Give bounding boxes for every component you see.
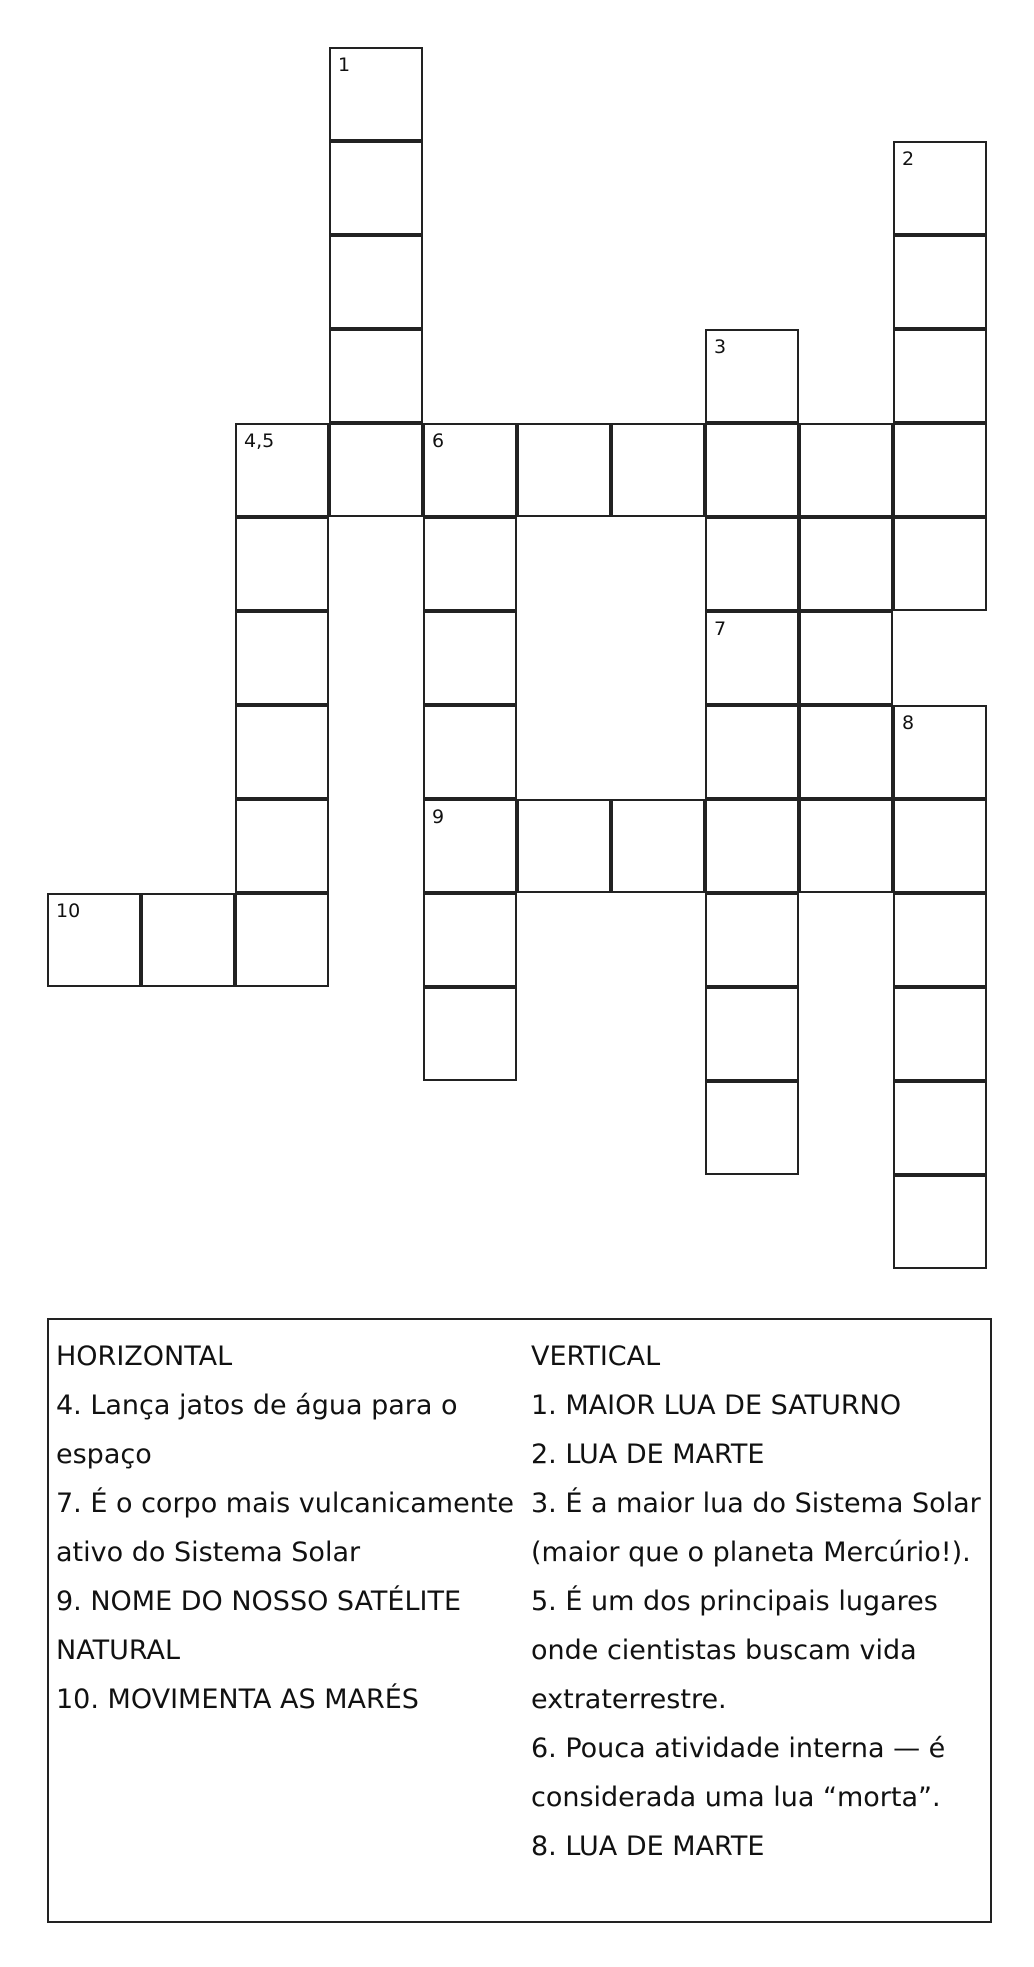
crossword-cell[interactable] [329,423,423,517]
crossword-cell[interactable] [517,799,611,893]
clue-line: 8. LUA DE MARTE [531,1831,765,1862]
crossword-cell[interactable] [893,423,987,517]
crossword-cell[interactable] [705,705,799,799]
horizontal-heading: HORIZONTAL [56,1341,233,1372]
crossword-cell[interactable] [893,329,987,423]
crossword-cell[interactable] [799,423,893,517]
crossword-cell[interactable] [423,517,517,611]
crossword-cell[interactable] [329,235,423,329]
clue-line: 6. Pouca atividade interna — é [531,1733,946,1764]
crossword-cell[interactable] [705,329,799,423]
crossword-cell[interactable] [141,893,235,987]
crossword-cell[interactable] [423,423,517,517]
clue-line: 4. Lança jatos de água para o [56,1390,458,1421]
crossword-cell[interactable] [893,141,987,235]
vertical-heading: VERTICAL [531,1341,661,1372]
clue-line: 9. NOME DO NOSSO SATÉLITE [56,1586,462,1617]
crossword-cell[interactable] [235,893,329,987]
crossword-cell[interactable] [893,987,987,1081]
clue-line: 7. É o corpo mais vulcanicamente [56,1488,514,1519]
clue-number: 6 [432,430,445,452]
clue-line: 10. MOVIMENTA AS MARÉS [56,1684,419,1715]
crossword-cell[interactable] [705,423,799,517]
clue-number: 3 [714,336,727,358]
crossword-cell[interactable] [799,517,893,611]
crossword-cell[interactable] [893,705,987,799]
clue-line: NATURAL [56,1635,181,1666]
crossword-cell[interactable] [235,705,329,799]
clue-line: (maior que o planeta Mercúrio!). [531,1537,971,1568]
crossword-cell[interactable] [893,1175,987,1269]
crossword-cell[interactable] [799,611,893,705]
clue-number: 2 [902,148,915,170]
crossword-cell[interactable] [611,799,705,893]
crossword-cell[interactable] [423,705,517,799]
vertical-clues [531,1332,986,1871]
crossword-cell[interactable] [893,799,987,893]
clue-line: ativo do Sistema Solar [56,1537,361,1568]
clue-number: 10 [56,900,81,922]
clue-line: espaço [56,1439,152,1470]
clue-number: 7 [714,618,727,640]
crossword-cell[interactable] [423,987,517,1081]
clue-line: 5. É um dos principais lugares [531,1586,938,1617]
crossword-cell[interactable] [705,1081,799,1175]
clue-number: 1 [338,54,351,76]
clue-number: 8 [902,712,915,734]
clue-number: 9 [432,806,445,828]
crossword-cell[interactable] [893,893,987,987]
clue-line: considerada uma lua “morta”. [531,1782,941,1813]
crossword-cell[interactable] [423,611,517,705]
crossword-cell[interactable] [329,329,423,423]
clue-line: onde cientistas buscam vida [531,1635,917,1666]
crossword-cell[interactable] [235,799,329,893]
crossword-cell[interactable] [423,893,517,987]
crossword-cell[interactable] [893,235,987,329]
crossword-cell[interactable] [329,141,423,235]
crossword-cell[interactable] [235,423,329,517]
crossword-cell[interactable] [705,517,799,611]
crossword-cell[interactable] [799,799,893,893]
clue-line: 2. LUA DE MARTE [531,1439,765,1470]
crossword-cell[interactable] [705,893,799,987]
crossword-cell[interactable] [235,517,329,611]
crossword-cell[interactable] [611,423,705,517]
clue-number: 4,5 [244,430,275,452]
crossword-cell[interactable] [893,517,987,611]
crossword-cell[interactable] [329,47,423,141]
crossword-cell[interactable] [799,705,893,799]
crossword-cell[interactable] [705,799,799,893]
crossword-cell[interactable] [517,423,611,517]
crossword-cell[interactable] [705,987,799,1081]
crossword-cell[interactable] [423,799,517,893]
crossword-cell[interactable] [893,1081,987,1175]
horizontal-clues [56,1332,516,1724]
clue-line: 1. MAIOR LUA DE SATURNO [531,1390,902,1421]
crossword-cell[interactable] [705,611,799,705]
clue-line: 3. É a maior lua do Sistema Solar [531,1488,981,1519]
crossword-cell[interactable] [235,611,329,705]
clues-box [47,1318,992,1923]
clue-line: extraterrestre. [531,1684,727,1715]
crossword-cell[interactable] [47,893,141,987]
